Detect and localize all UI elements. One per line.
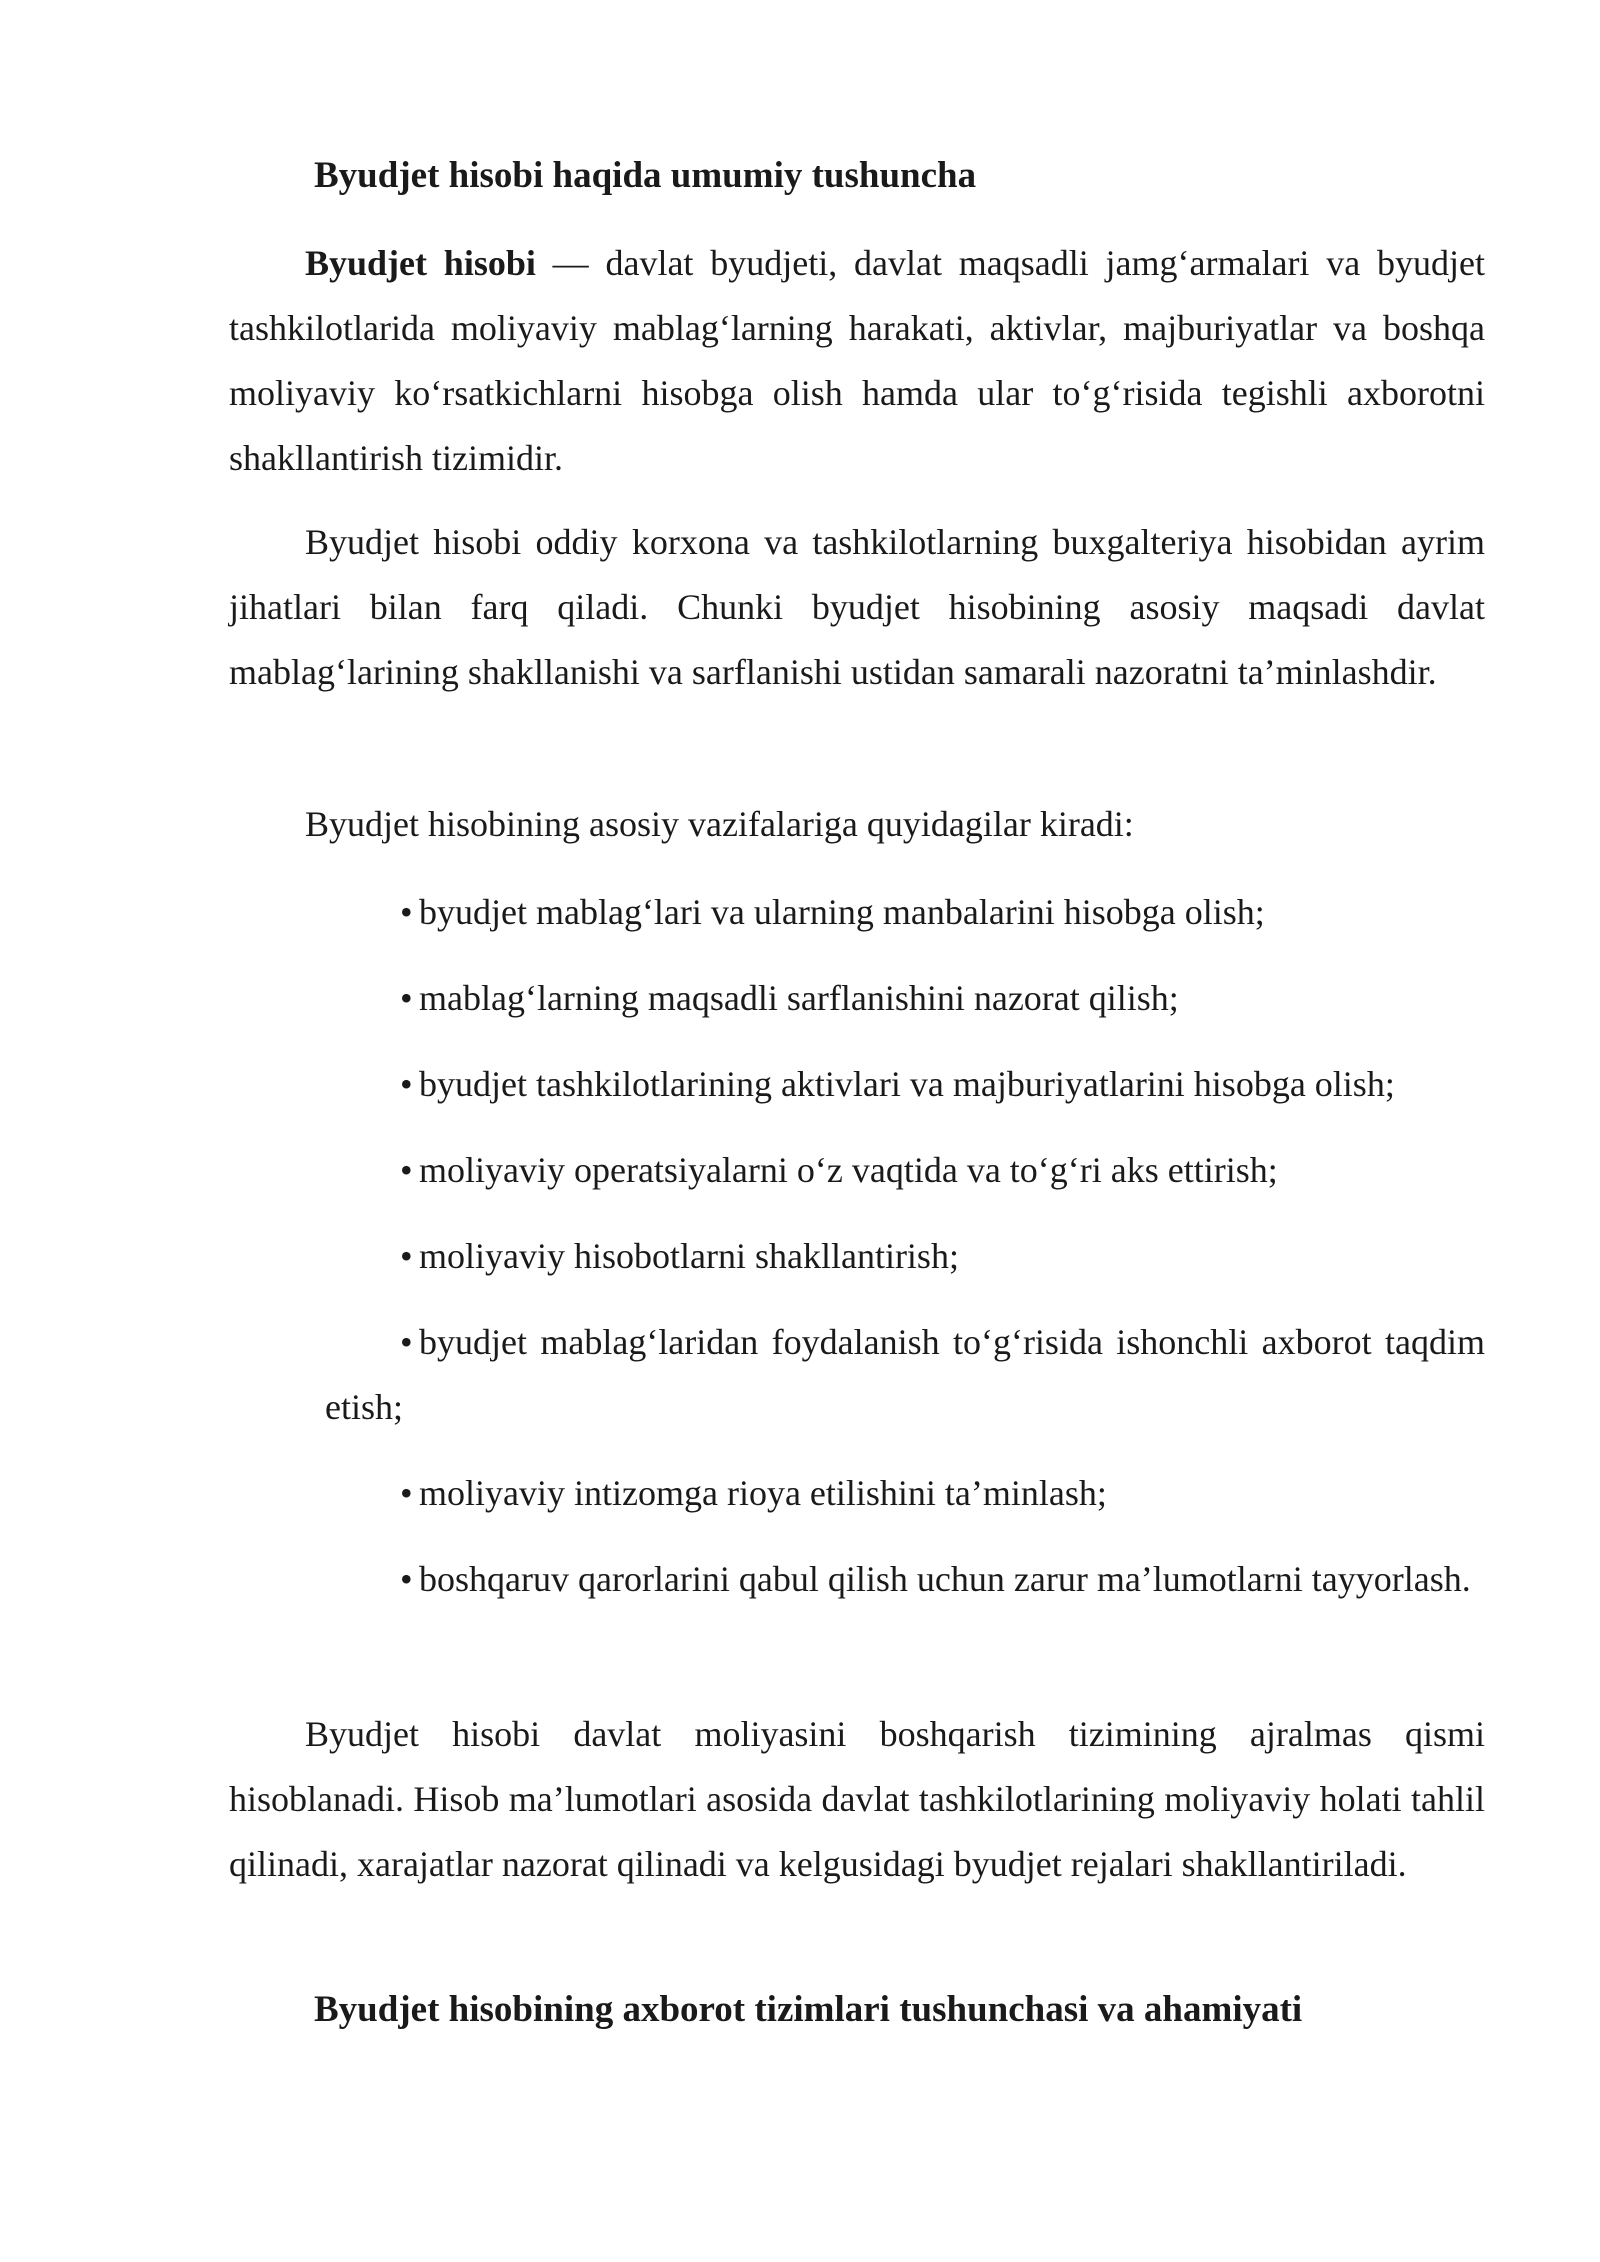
- section-heading-2: Byudjet hisobining axborot tizimlari tushunchasi va ahamiyati: [314, 1989, 1303, 2030]
- definition-paragraph: [229, 231, 1485, 491]
- bullet-icon: •: [400, 1150, 413, 1190]
- bullet-icon: •: [400, 1559, 413, 1599]
- list-item-text: byudjet tashkilotlarining aktivlari va majburiyatlarini hisobga olish;: [419, 1064, 1395, 1104]
- list-item-text: moliyaviy intizomga rioya etilishini ta’minlash;: [419, 1473, 1107, 1513]
- tasks-list: [325, 880, 1485, 1633]
- list-item: [325, 1310, 1485, 1440]
- list-item: [325, 1461, 1485, 1526]
- bullet-icon: •: [400, 1064, 413, 1104]
- bullet-icon: •: [400, 978, 413, 1018]
- list-item-text: moliyaviy hisobotlarni shakllantirish;: [419, 1236, 959, 1276]
- conclusion-paragraph: Byudjet hisobi davlat moliyasini boshqarish tizimining ajralmas qismi hisoblanadi. Hisob ma’lumotlari asosida davlat tashkilotlarining moliyaviy holati tahlil qilinadi, xarajatlar nazorat qilinadi va kelgusidagi byudjet rejalari shakllantiriladi.: [229, 1714, 1485, 1884]
- list-item: [325, 1547, 1485, 1612]
- list-item: [325, 1224, 1485, 1289]
- definition-text: — davlat byudjeti, davlat maqsadli jamg‘armalari va byudjet tashkilotlarida moliyaviy mablag‘larning harakati, aktivlar, majburiyatlar va boshqa moliyaviy ko‘rsatkichlarni hisobga olish hamda ular to‘g‘risida tegishli axborotni shakllantirish tizimidir.: [229, 243, 1485, 478]
- list-item-text: byudjet mablag‘lari va ularning manbalarini hisobga olish;: [419, 892, 1265, 932]
- list-item-text: boshqaruv qarorlarini qabul qilish uchun zarur ma’lumotlarni tayyorlash.: [419, 1559, 1471, 1599]
- bullet-icon: •: [400, 1236, 413, 1276]
- section-heading: Byudjet hisobi haqida umumiy tushuncha: [314, 155, 977, 196]
- list-item-text: byudjet mablag‘laridan foydalanish to‘g‘risida ishonchli axborot taqdim etish;: [325, 1322, 1485, 1427]
- list-item: [325, 880, 1485, 945]
- bullet-icon: •: [400, 1473, 413, 1513]
- list-item: [325, 966, 1485, 1031]
- list-item-text: mablag‘larning maqsadli sarflanishini nazorat qilish;: [419, 978, 1179, 1018]
- list-item: [325, 1052, 1485, 1117]
- bullet-icon: •: [400, 1322, 413, 1362]
- list-item-text: moliyaviy operatsiyalarni o‘z vaqtida va to‘g‘ri aks ettirish;: [419, 1150, 1278, 1190]
- comparison-paragraph: Byudjet hisobi oddiy korxona va tashkilotlarning buxgalteriya hisobidan ayrim jihatlari bilan farq qiladi. Chunki byudjet hisobining asosiy maqsadi davlat mablag‘larining shakllanishi va sarflanishi ustidan samarali nazoratni ta’minlashdir.: [229, 522, 1485, 692]
- tasks-intro-paragraph: Byudjet hisobining asosiy vazifalariga quyidagilar kiradi:: [305, 804, 1134, 844]
- bullet-icon: •: [400, 892, 413, 932]
- list-item: [325, 1138, 1485, 1203]
- term-bold: Byudjet hisobi: [305, 243, 536, 283]
